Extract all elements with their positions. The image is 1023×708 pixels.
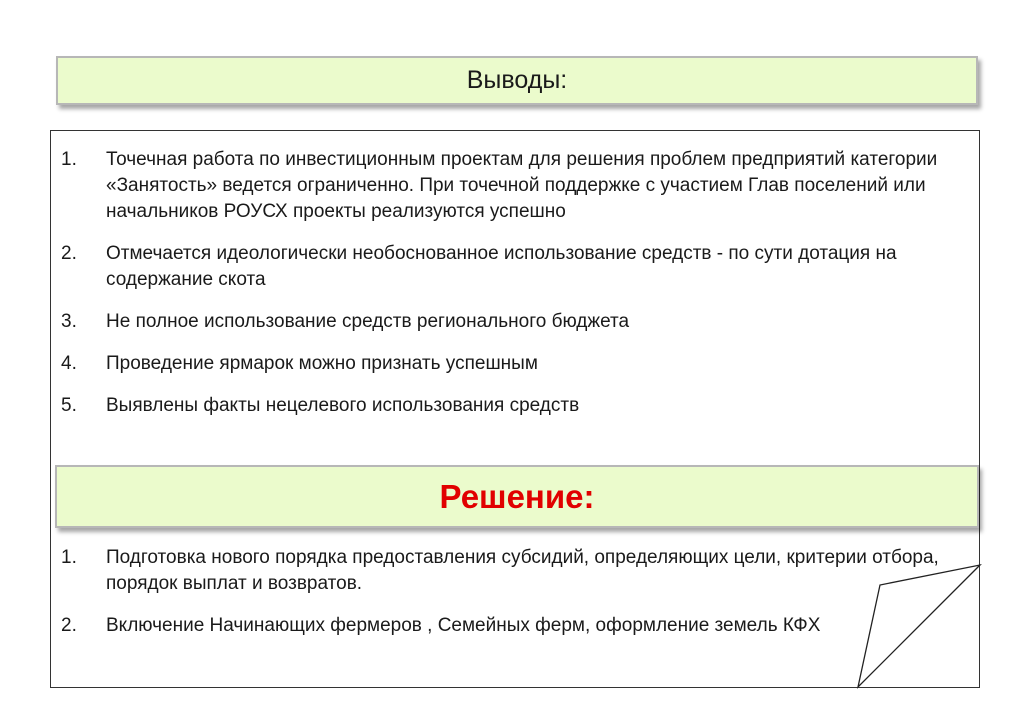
list-item bbox=[51, 613, 979, 639]
item-number: 5. bbox=[61, 395, 77, 416]
conclusions-banner bbox=[56, 56, 978, 105]
item-number: 2. bbox=[61, 243, 77, 264]
solution-title: Решение: bbox=[439, 477, 595, 515]
list-item bbox=[51, 241, 979, 293]
list-item bbox=[51, 545, 979, 597]
item-text: Выявлены факты нецелевого использования средств bbox=[106, 395, 580, 416]
item-number: 3. bbox=[61, 311, 77, 332]
solution-banner bbox=[55, 465, 979, 528]
item-text: Подготовка нового порядка предоставления субсидий, определяющих цели, критерии отбора, порядок выплат и возвратов. bbox=[106, 547, 939, 594]
list-item bbox=[51, 309, 979, 335]
list-item bbox=[51, 351, 979, 377]
conclusions-list bbox=[51, 147, 979, 435]
item-number: 1. bbox=[61, 547, 77, 568]
item-text: Включение Начинающих фермеров , Семейных ферм, оформление земель КФХ bbox=[106, 615, 821, 636]
conclusions-title: Выводы: bbox=[466, 66, 568, 94]
item-number: 2. bbox=[61, 615, 77, 636]
item-text: Проведение ярмарок можно признать успешным bbox=[106, 353, 538, 374]
item-text: Точечная работа по инвестиционным проектам для решения проблем предприятий категории «Занятость» ведется ограниченно. При точечной поддержке с участием Глав поселений или начальников РОУСХ проекты реализуются успешно bbox=[106, 149, 938, 222]
item-text: Отмечается идеологически необоснованное использование средств - по сути дотация на содержание скота bbox=[106, 243, 897, 290]
list-item bbox=[51, 147, 979, 225]
item-number: 4. bbox=[61, 353, 77, 374]
content-box bbox=[50, 130, 980, 688]
list-item bbox=[51, 393, 979, 419]
solution-list bbox=[51, 545, 979, 655]
item-text: Не полное использование средств регионального бюджета bbox=[106, 311, 630, 332]
item-number: 1. bbox=[61, 149, 77, 170]
